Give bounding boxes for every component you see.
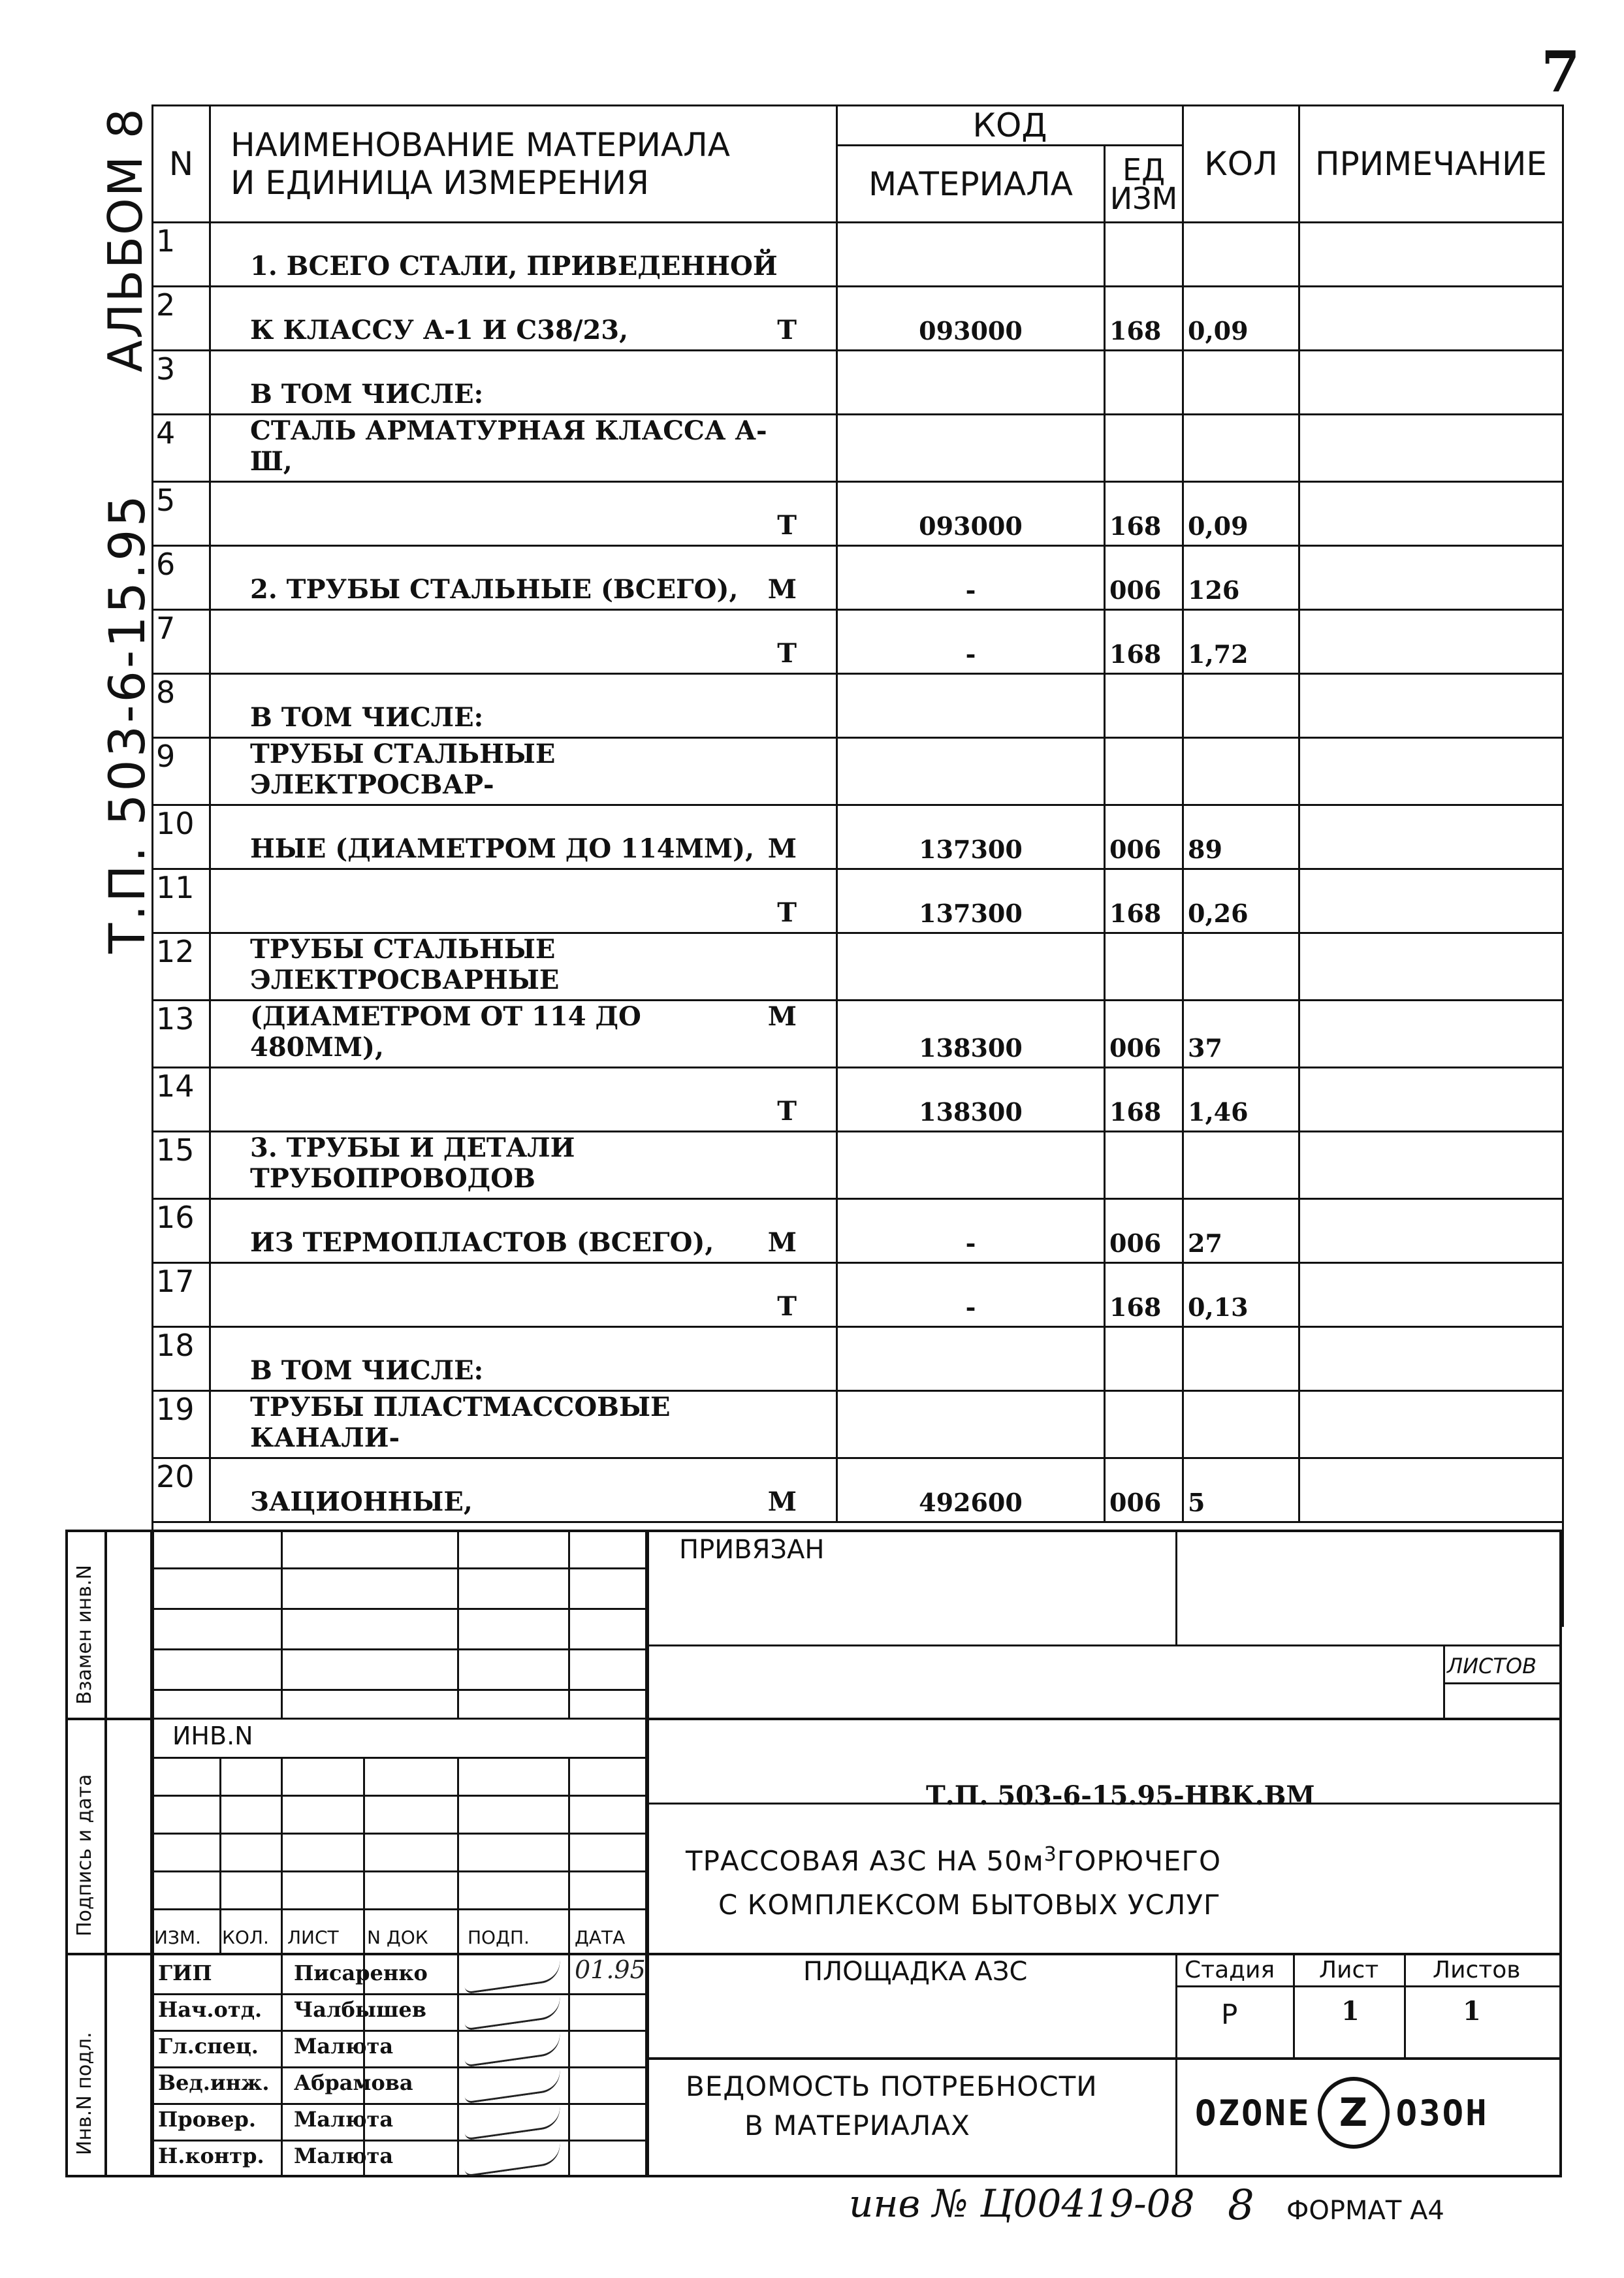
cell-material-code <box>837 674 1105 738</box>
table-row <box>153 351 1563 415</box>
cell-material-code: 093000 <box>837 287 1105 351</box>
cell-unit-code <box>1105 351 1183 415</box>
staff-role: Н.контр. <box>158 2143 264 2168</box>
header-qty: КОЛ <box>1183 106 1299 223</box>
cell-note <box>1299 351 1563 415</box>
cell-n: 13 <box>153 1001 210 1068</box>
cell-material-code: 093000 <box>837 482 1105 546</box>
col-podp: ПОДП. <box>468 1927 530 1948</box>
table-row <box>153 546 1563 610</box>
cell-name-text: НЫЕ (ДИАМЕТРОМ ДО 114ММ), <box>250 833 755 864</box>
col-list: ЛИСТ <box>287 1927 339 1948</box>
listov-small-label: ЛИСТОВ <box>1447 1654 1537 1678</box>
sheet-value: 1 <box>1341 1996 1360 2027</box>
document-code: Т.П. 503-6-15.95-НВК.ВМ <box>926 1780 1315 1811</box>
logo-text-left: OZONE <box>1195 2092 1311 2134</box>
staff-name: Малюта <box>294 2143 394 2168</box>
header-material: МАТЕРИАЛА <box>837 146 1105 223</box>
cell-note <box>1299 1199 1563 1263</box>
cell-quantity <box>1183 1391 1299 1458</box>
cell-quantity: 1,46 <box>1183 1068 1299 1132</box>
cell-material-code: 138300 <box>837 1001 1105 1068</box>
cell-note <box>1299 738 1563 805</box>
table-row <box>153 1132 1563 1199</box>
cell-name-text: В ТОМ ЧИСЛЕ: <box>250 702 484 733</box>
cell-unit-symbol: Т <box>777 510 797 541</box>
cell-note <box>1299 415 1563 482</box>
table-row <box>153 415 1563 482</box>
table-row <box>153 1458 1563 1522</box>
cell-name <box>210 674 837 738</box>
cell-unit-code <box>1105 933 1183 1001</box>
cell-note <box>1299 1391 1563 1458</box>
cell-name-text: 2. ТРУБЫ СТАЛЬНЫЕ (ВСЕГО), <box>250 574 739 605</box>
cell-name <box>210 805 837 869</box>
cell-name <box>210 1391 837 1458</box>
staff-name: Абрамова <box>294 2070 413 2095</box>
cell-name-text: (ДИАМЕТРОМ ОТ 114 ДО 480ММ), <box>250 1001 641 1063</box>
doc-name-line1: ВЕДОМОСТЬ ПОТРЕБНОСТИ <box>686 2070 1098 2102</box>
staff-role: Гл.спец. <box>158 2034 259 2059</box>
table-row <box>153 482 1563 546</box>
cell-n: 18 <box>153 1327 210 1391</box>
cell-note <box>1299 1132 1563 1199</box>
cell-name <box>210 738 837 805</box>
cell-material-code: 138300 <box>837 1068 1105 1132</box>
cell-name-text: ТРУБЫ СТАЛЬНЫЕ ЭЛЕКТРОСВАР- <box>250 739 556 800</box>
cell-n: 20 <box>153 1458 210 1522</box>
col-izm: ИЗМ. <box>154 1927 201 1948</box>
cell-quantity <box>1183 415 1299 482</box>
cell-name <box>210 223 837 287</box>
strip-podpis-data: Подпись и дата <box>73 1774 96 1936</box>
cell-name <box>210 546 837 610</box>
cell-name-text: В ТОМ ЧИСЛЕ: <box>250 1355 484 1386</box>
cell-unit-code: 168 <box>1105 1263 1183 1327</box>
cell-material-code <box>837 738 1105 805</box>
doc-name-line2: В МАТЕРИАЛАХ <box>744 2110 970 2142</box>
table-row <box>153 610 1563 674</box>
title-text-end: ГОРЮЧЕГО <box>1057 1845 1222 1877</box>
header-code: КОД <box>837 106 1183 146</box>
cell-unit-code: 168 <box>1105 287 1183 351</box>
cell-n: 8 <box>153 674 210 738</box>
cell-unit-code <box>1105 415 1183 482</box>
cell-name-text: ТРУБЫ ПЛАСТМАССОВЫЕ КАНАЛИ- <box>250 1392 671 1453</box>
cell-material-code <box>837 415 1105 482</box>
cell-material-code <box>837 933 1105 1001</box>
header-name-line1: НАИМЕНОВАНИЕ МАТЕРИАЛА <box>231 126 730 164</box>
cell-unit-symbol: М <box>767 1001 797 1032</box>
header-n: N <box>153 106 210 223</box>
header-unit <box>1105 146 1183 223</box>
staff-role: Провер. <box>158 2107 257 2132</box>
cell-quantity: 0,09 <box>1183 482 1299 546</box>
cell-material-code <box>837 1327 1105 1391</box>
table-row <box>153 933 1563 1001</box>
inv-label: ИНВ.N <box>172 1722 253 1750</box>
cell-unit-symbol: Т <box>777 1291 797 1322</box>
cell-unit-code: 006 <box>1105 1199 1183 1263</box>
cell-n: 16 <box>153 1199 210 1263</box>
cell-unit-code <box>1105 1327 1183 1391</box>
sheets-label: Листов <box>1433 1957 1521 1983</box>
header-name-line2: И ЕДИНИЦА ИЗМЕРЕНИЯ <box>231 164 649 202</box>
footer-sheet-number: 8 <box>1228 2181 1254 2230</box>
cell-note <box>1299 1458 1563 1522</box>
header-note: ПРИМЕЧАНИЕ <box>1299 106 1563 223</box>
cell-unit-code: 168 <box>1105 869 1183 933</box>
page-number: 7 <box>1541 39 1580 105</box>
strip-vzam-inv: Взамен инв.N <box>73 1565 96 1705</box>
cell-note <box>1299 674 1563 738</box>
ozone-logo <box>1195 2077 1489 2149</box>
cell-unit-code <box>1105 674 1183 738</box>
cell-name <box>210 1458 837 1522</box>
cell-name <box>210 482 837 546</box>
cell-n: 5 <box>153 482 210 546</box>
sheets-value: 1 <box>1463 1996 1481 2027</box>
cell-name <box>210 869 837 933</box>
cell-name <box>210 287 837 351</box>
cell-n: 19 <box>153 1391 210 1458</box>
cell-quantity: 89 <box>1183 805 1299 869</box>
cell-note <box>1299 1001 1563 1068</box>
stage-label: Стадия <box>1185 1957 1275 1983</box>
cell-note <box>1299 1263 1563 1327</box>
cell-material-code: - <box>837 1263 1105 1327</box>
cell-quantity: 0,13 <box>1183 1263 1299 1327</box>
cell-name-text: ИЗ ТЕРМОПЛАСТОВ (ВСЕГО), <box>250 1227 714 1258</box>
cell-note <box>1299 610 1563 674</box>
cell-material-code: - <box>837 610 1105 674</box>
cell-name <box>210 1327 837 1391</box>
cell-name <box>210 351 837 415</box>
staff-role: Вед.инж. <box>158 2070 270 2095</box>
staff-role: ГИП <box>158 1961 212 1985</box>
cell-unit-symbol: М <box>767 574 797 605</box>
inventory-number: инв № Ц00419-08 <box>849 2181 1195 2226</box>
cell-name <box>210 933 837 1001</box>
cell-name-text: В ТОМ ЧИСЛЕ: <box>250 379 484 409</box>
cell-material-code <box>837 1391 1105 1458</box>
cell-material-code <box>837 1132 1105 1199</box>
cell-name <box>210 1199 837 1263</box>
cell-n: 3 <box>153 351 210 415</box>
cell-n: 1 <box>153 223 210 287</box>
cell-quantity: 37 <box>1183 1001 1299 1068</box>
stage-value: Р <box>1221 1998 1238 2030</box>
cell-n: 11 <box>153 869 210 933</box>
cell-unit-code <box>1105 1391 1183 1458</box>
cell-unit-symbol: Т <box>777 638 797 669</box>
cell-material-code <box>837 223 1105 287</box>
cell-unit-symbol: М <box>767 1227 797 1258</box>
col-data: ДАТА <box>575 1927 626 1948</box>
cell-name-text: 3. ТРУБЫ И ДЕТАЛИ ТРУБОПРОВОДОВ <box>250 1132 575 1194</box>
cell-quantity <box>1183 223 1299 287</box>
cell-name <box>210 1068 837 1132</box>
cell-note <box>1299 869 1563 933</box>
cell-n: 9 <box>153 738 210 805</box>
cell-note <box>1299 1327 1563 1391</box>
cell-unit-code <box>1105 738 1183 805</box>
table-row <box>153 869 1563 933</box>
cell-note <box>1299 287 1563 351</box>
col-n-dok: N ДОК <box>367 1927 428 1948</box>
project-title-line1 <box>686 1843 1221 1877</box>
cell-unit-code: 168 <box>1105 610 1183 674</box>
table-row <box>153 1199 1563 1263</box>
table-row <box>153 805 1563 869</box>
cell-unit-symbol: М <box>767 1486 797 1517</box>
cell-note <box>1299 482 1563 546</box>
cell-note <box>1299 805 1563 869</box>
staff-date: 01.95 <box>575 1955 646 1984</box>
cell-material-code: 137300 <box>837 869 1105 933</box>
sheet-label: Лист <box>1319 1957 1379 1983</box>
cell-name-text: К КЛАССУ А-1 И С38/23, <box>250 315 629 345</box>
strip-inv-podl: Инв.N подл. <box>73 2032 96 2155</box>
project-title-line2: С КОМПЛЕКСОМ БЫТОВЫХ УСЛУГ <box>718 1889 1221 1921</box>
logo-emblem: Z <box>1318 2077 1390 2149</box>
cell-quantity <box>1183 1132 1299 1199</box>
staff-name: Малюта <box>294 2107 394 2132</box>
cell-n: 17 <box>153 1263 210 1327</box>
cell-unit-symbol: Т <box>777 1096 797 1127</box>
cell-quantity: 5 <box>1183 1458 1299 1522</box>
header-unit-line2: ИЗМ <box>1109 180 1178 216</box>
cell-name-text: ТРУБЫ СТАЛЬНЫЕ ЭЛЕКТРОСВАРНЫЕ <box>250 934 560 995</box>
cell-material-code: - <box>837 1199 1105 1263</box>
cell-unit-code <box>1105 223 1183 287</box>
cell-material-code: - <box>837 546 1105 610</box>
cell-note <box>1299 933 1563 1001</box>
project-code-side: Т.П. 503-6-15.95 <box>98 492 156 954</box>
header-name <box>210 106 837 223</box>
cell-unit-code: 006 <box>1105 805 1183 869</box>
cell-name <box>210 1263 837 1327</box>
staff-name: Писаренко <box>294 1961 428 1985</box>
cell-unit-code <box>1105 1132 1183 1199</box>
cell-note <box>1299 1068 1563 1132</box>
cell-unit-code: 006 <box>1105 546 1183 610</box>
cell-unit-symbol: Т <box>777 897 797 928</box>
cell-material-code: 137300 <box>837 805 1105 869</box>
cell-unit-code: 006 <box>1105 1001 1183 1068</box>
cell-n: 15 <box>153 1132 210 1199</box>
table-row <box>153 674 1563 738</box>
cell-quantity <box>1183 351 1299 415</box>
cell-unit-code: 006 <box>1105 1458 1183 1522</box>
cell-name <box>210 1132 837 1199</box>
table-row <box>153 1327 1563 1391</box>
cell-name-text: 1. ВСЕГО СТАЛИ, ПРИВЕДЕННОЙ <box>250 251 778 281</box>
logo-text-right: ОЗОН <box>1395 2092 1489 2134</box>
table-row <box>153 1001 1563 1068</box>
cell-quantity: 0,26 <box>1183 869 1299 933</box>
staff-name: Чалбышев <box>294 1997 426 2022</box>
cell-quantity <box>1183 933 1299 1001</box>
table-row <box>153 1068 1563 1132</box>
format-label: ФОРМАТ А4 <box>1286 2196 1444 2226</box>
table-row <box>153 1391 1563 1458</box>
cell-n: 6 <box>153 546 210 610</box>
cell-quantity: 126 <box>1183 546 1299 610</box>
cell-note <box>1299 546 1563 610</box>
table-row <box>153 1263 1563 1327</box>
materials-table <box>151 104 1564 1627</box>
cell-material-code: 492600 <box>837 1458 1105 1522</box>
staff-role: Нач.отд. <box>158 1997 263 2022</box>
site-name: ПЛОЩАДКА АЗС <box>803 1957 1028 1987</box>
table-row <box>153 223 1563 287</box>
col-kol: КОЛ. <box>222 1927 269 1948</box>
cell-quantity: 0,09 <box>1183 287 1299 351</box>
cell-n: 4 <box>153 415 210 482</box>
cell-material-code <box>837 351 1105 415</box>
cell-unit-symbol: Т <box>777 315 797 345</box>
cell-quantity <box>1183 738 1299 805</box>
cell-quantity <box>1183 674 1299 738</box>
cell-quantity: 1,72 <box>1183 610 1299 674</box>
cell-quantity: 27 <box>1183 1199 1299 1263</box>
cell-n: 10 <box>153 805 210 869</box>
header-unit-line1: ЕД <box>1122 152 1166 187</box>
cell-name <box>210 415 837 482</box>
cell-n: 12 <box>153 933 210 1001</box>
cell-unit-symbol: М <box>767 833 797 864</box>
title-text: ТРАССОВАЯ АЗС НА 50м <box>686 1845 1044 1877</box>
cell-n: 14 <box>153 1068 210 1132</box>
album-label: АЛЬБОМ 8 <box>98 107 153 372</box>
cell-unit-code: 168 <box>1105 482 1183 546</box>
staff-name: Малюта <box>294 2034 394 2059</box>
cell-name <box>210 610 837 674</box>
cell-n: 7 <box>153 610 210 674</box>
cell-n: 2 <box>153 287 210 351</box>
table-row <box>153 738 1563 805</box>
cell-quantity <box>1183 1327 1299 1391</box>
cell-name-text: СТАЛЬ АРМАТУРНАЯ КЛАССА А-Ш, <box>250 415 767 477</box>
cell-unit-code: 168 <box>1105 1068 1183 1132</box>
cell-name-text: ЗАЦИОННЫЕ, <box>250 1486 473 1517</box>
cell-note <box>1299 223 1563 287</box>
privyazan-label: ПРИВЯЗАН <box>679 1535 825 1565</box>
table-row <box>153 287 1563 351</box>
title-sup: 3 <box>1043 1843 1057 1866</box>
cell-name <box>210 1001 837 1068</box>
